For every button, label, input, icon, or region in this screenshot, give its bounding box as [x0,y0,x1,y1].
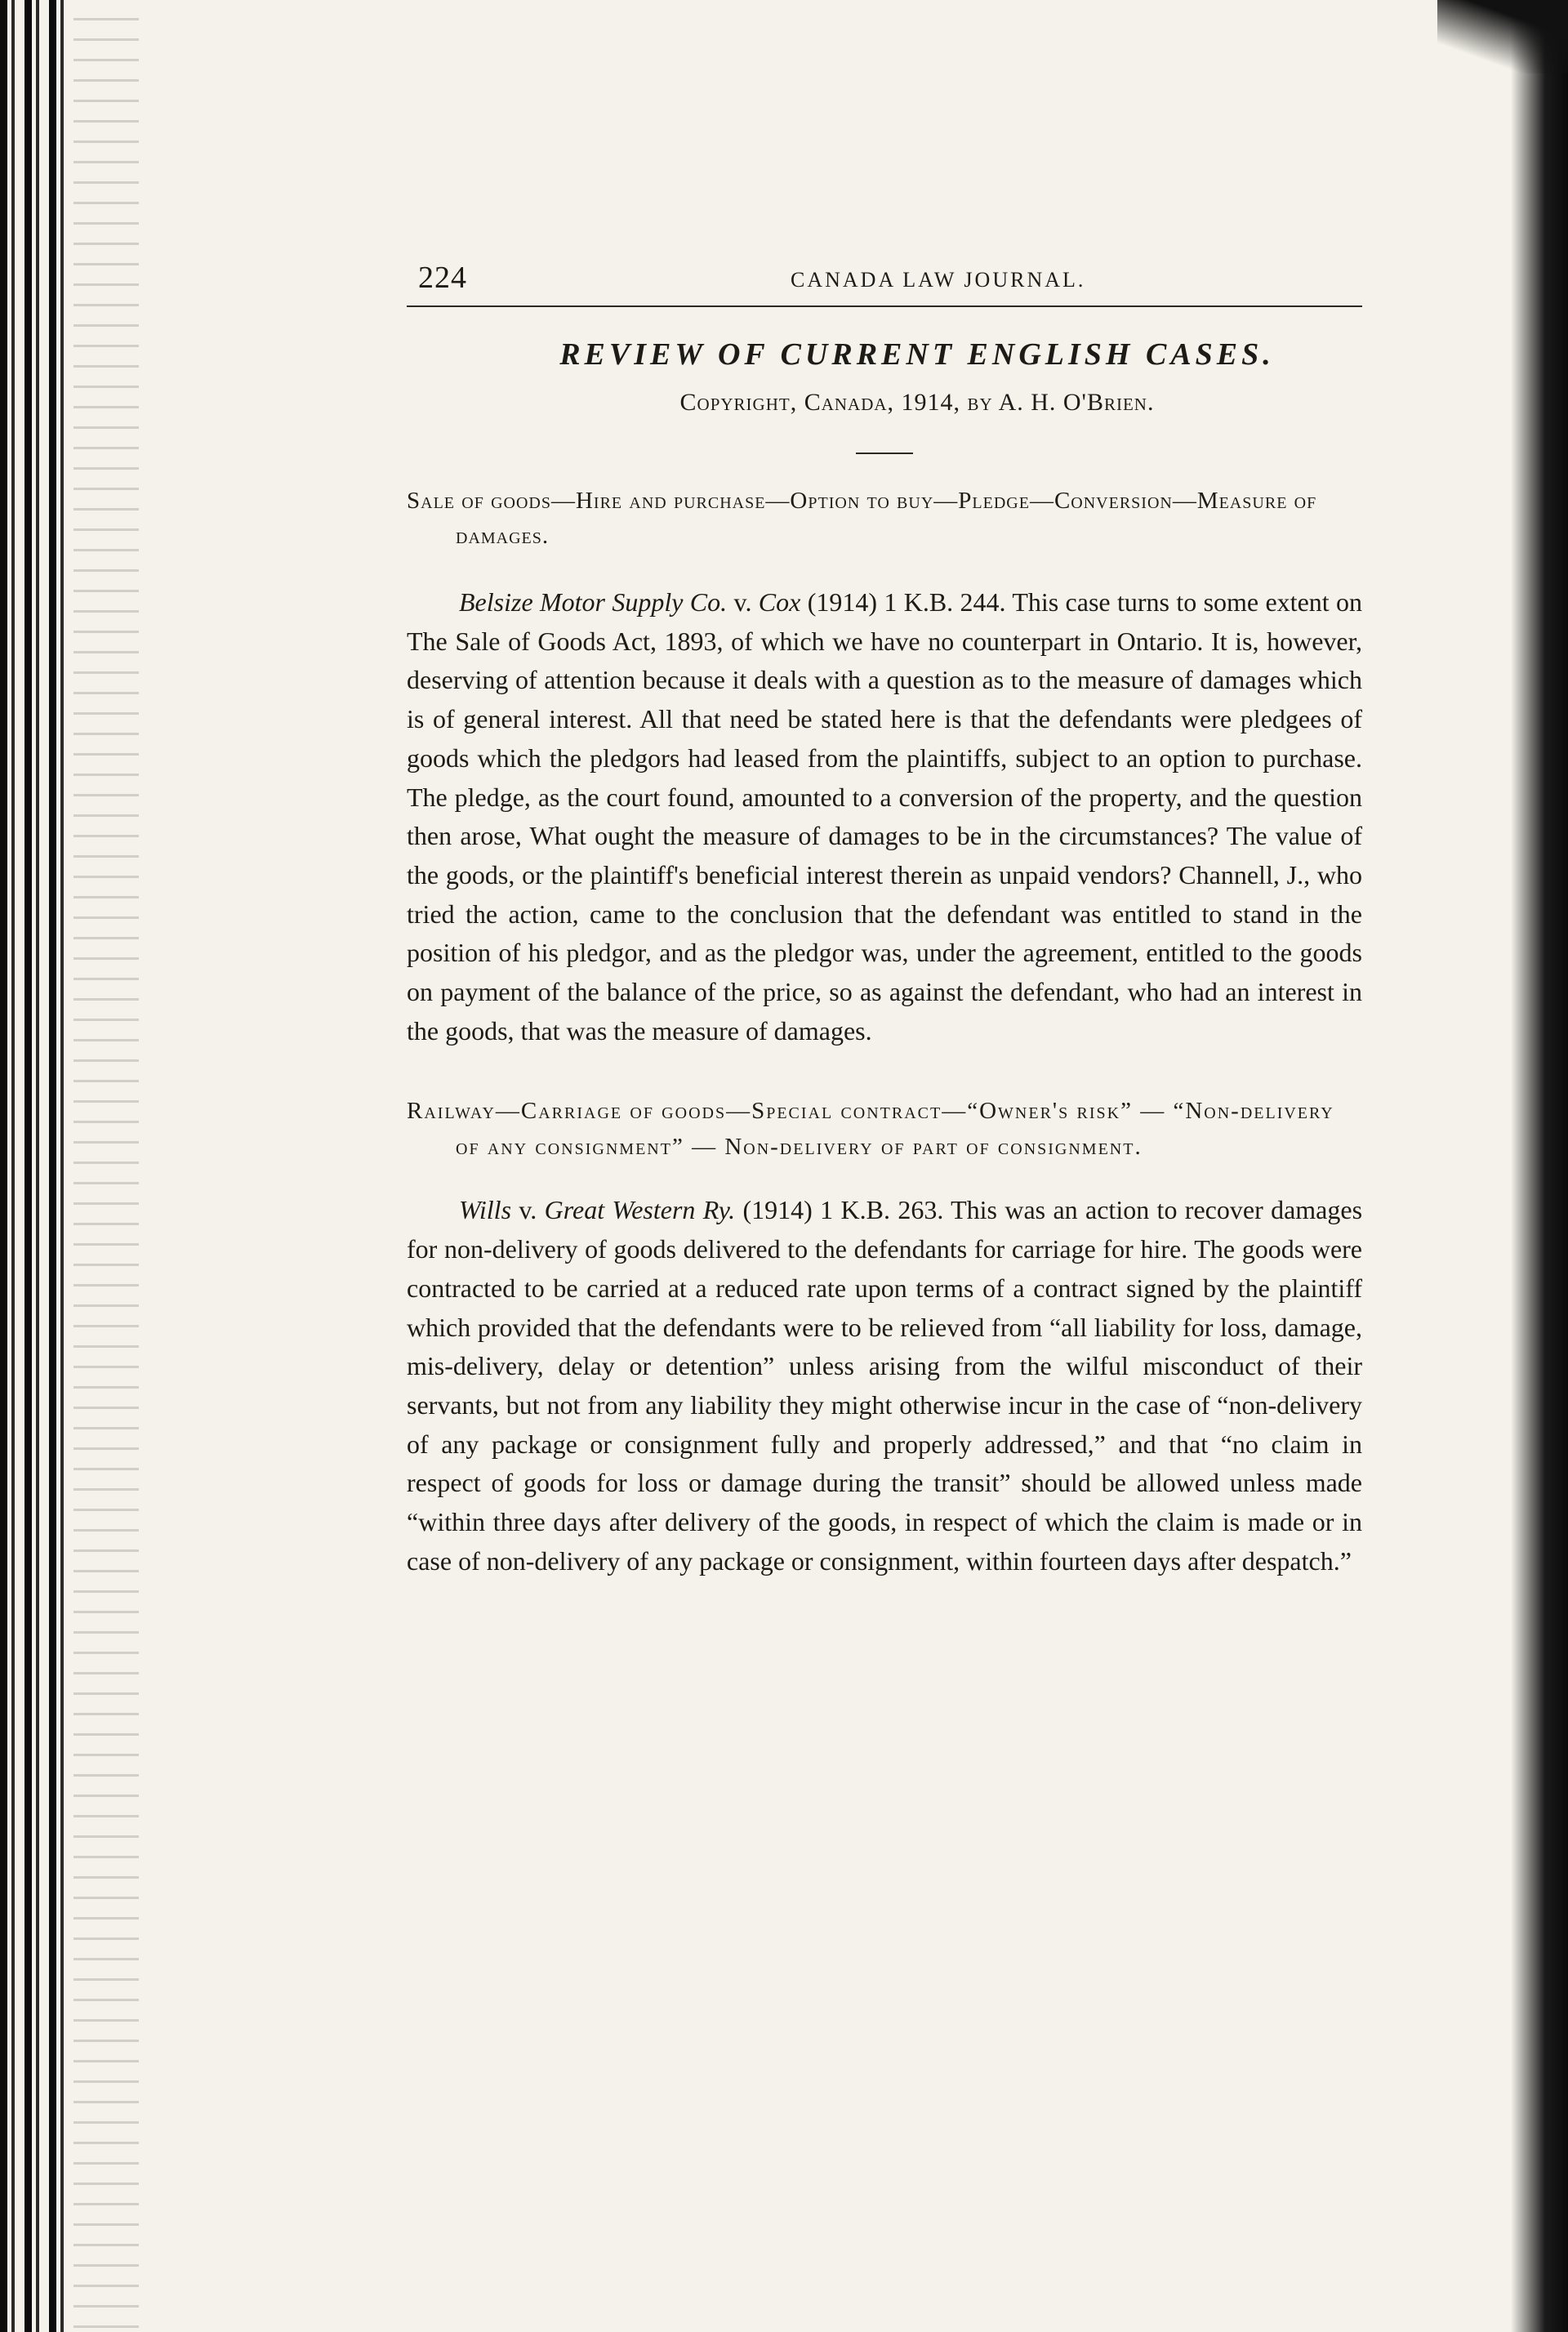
case-paragraph-wills [407,1191,1362,1581]
case-paragraph-belsize [407,583,1362,1050]
section-heading-railway: Railway—Carriage of goods—Special contract—“Owner's risk” — “Non-delivery of any consignment” — Non-delivery of part of consignment. [407,1098,1334,1161]
running-head [407,260,1362,307]
versus: v. [519,1195,537,1225]
case-name: Wills [459,1195,512,1225]
versus: v. [733,587,752,617]
page-corner-shadow [1437,0,1568,74]
case-name: Belsize Motor Supply Co. [459,587,728,617]
document-page [407,260,1362,1581]
case-body: (1914) 1 K.B. 244. This case turns to some extent on The Sale of Goods Act, 1893, of which we have no counterpart in Ontario. It is, however, deserving of attention because it deals with a question as to the measure of damages which is of general interest. All that need be stated here is that the defendants were pledgees of goods which the pledgors had leased from the plaintiffs, subject to an option to purchase. The pledge, as the court found, amounted to a conversion of the property, and the question then arose, What ought the measure of damages to be in the circumstances? The value of the goods, or the plaintiff's beneficial interest therein as unpaid vendors? Channell, J., who tried the action, came to the conclusion that the defendant was entitled to stand in the position of his pledgor, and as the pledgor was, under the agreement, entitled to the goods on payment of the balance of the price, so as against the defendant, who had an interest in the goods, that was the measure of damages. [407,587,1363,1046]
binding-edge [0,0,139,2332]
journal-title: CANADA LAW JOURNAL. [791,268,1086,292]
page-edge-shadow [1511,0,1568,2332]
article-title: REVIEW OF CURRENT ENGLISH CASES. [559,337,1275,372]
copyright-line: Copyright, Canada, 1914, by A. H. O'Brien. [679,389,1155,416]
case-body: (1914) 1 K.B. 263. This was an action to recover damages for non-delivery of goods delivered to the defendants for carriage for hire. The goods were contracted to be carried at a reduced rate upon terms of a contract signed by the plaintiff which provided that the defendants were to be relieved from “all liability for loss, damage, mis-delivery, delay or detention” unless arising from the wilful misconduct of their servants, but not from any liability they might otherwise incur in the case of “non-delivery of any package or consignment fully and properly addressed,” and that “no claim in respect of goods for loss or damage during the transit” should be allowed unless made “within three days after delivery of the goods, in respect of which the claim is made or in case of non-delivery of any package or consignment, within fourteen days after despatch.” [407,1195,1363,1576]
page-number: 224 [418,261,467,295]
section-divider [856,453,913,454]
defendant-name: Cox [758,587,801,617]
defendant-name: Great Western Ry. [544,1195,736,1225]
section-heading-sale-of-goods: Sale of goods—Hire and purchase—Option to buy—Pledge—Conversion—Measure of damages. [407,488,1317,549]
